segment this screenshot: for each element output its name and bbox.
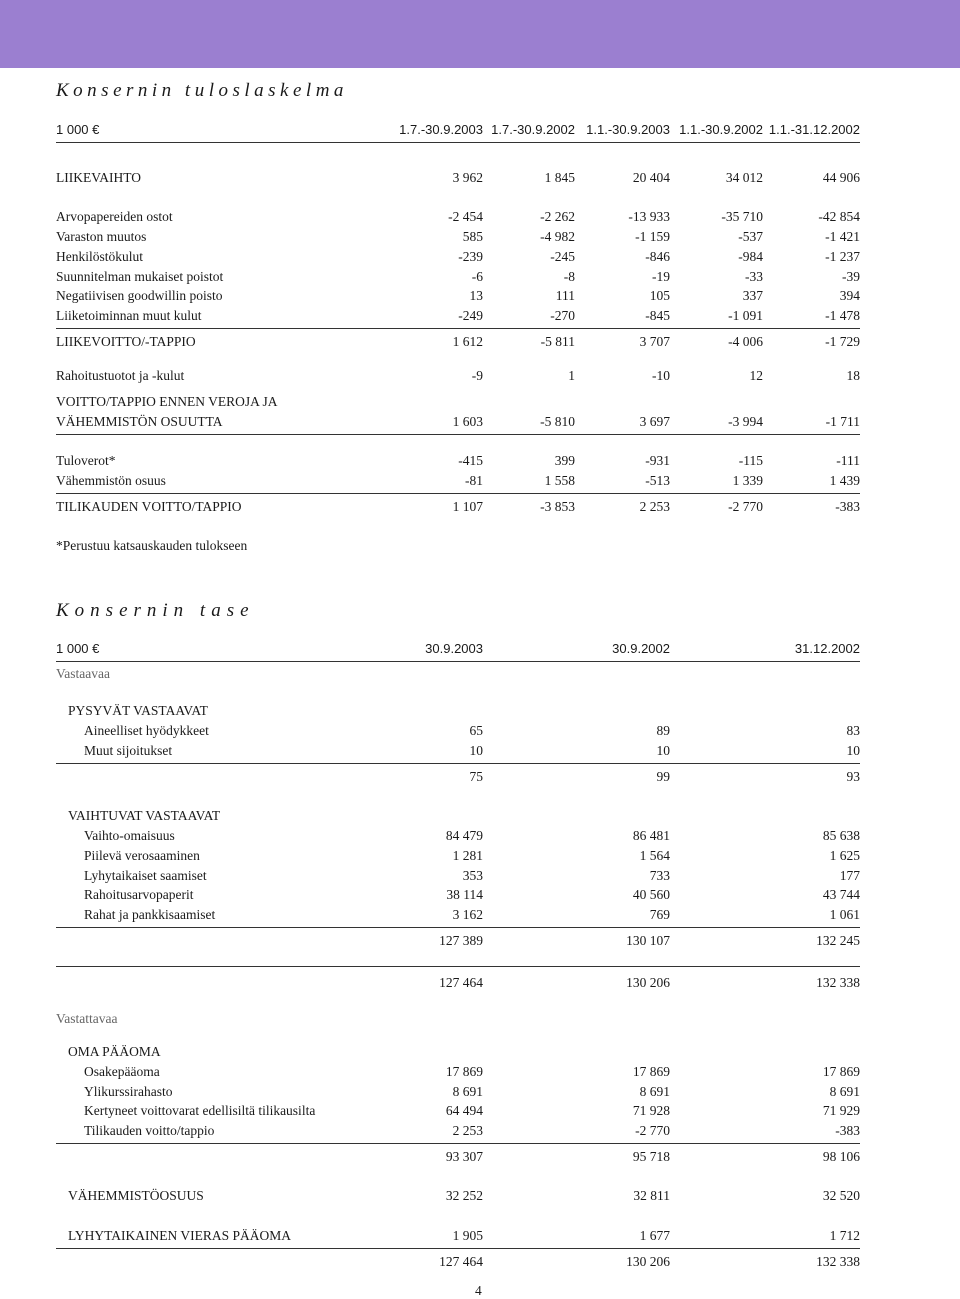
balance-row-value: 40 560 <box>632 887 670 902</box>
income-row-value: 1 439 <box>829 473 860 488</box>
income-col-header: 1.7.-30.9.2002 <box>491 122 575 137</box>
balance-row-value: 10 <box>846 743 860 758</box>
income-row-value: 1 339 <box>732 473 763 488</box>
balance-col-header: 30.9.2003 <box>425 641 483 656</box>
balance-row-value: 769 <box>649 907 670 922</box>
balance-row-value: 32 252 <box>445 1188 483 1203</box>
balance-row-label: Rahat ja pankkisaamiset <box>84 907 216 922</box>
income-row-value: -1 159 <box>635 229 670 244</box>
income-row <box>0 392 960 412</box>
income-row-value: -2 770 <box>728 499 763 514</box>
income-row-value: -115 <box>738 453 763 468</box>
balance-row-value: 353 <box>462 868 483 883</box>
balance-rule <box>56 927 860 928</box>
balance-header-rule <box>56 661 860 662</box>
income-row-value: -270 <box>550 308 575 323</box>
income-row-value: -1 091 <box>728 308 763 323</box>
income-row-value: 337 <box>742 288 763 303</box>
income-row <box>0 471 960 491</box>
balance-row-value: 85 638 <box>822 828 860 843</box>
income-row-value: 111 <box>555 288 575 303</box>
income-rule <box>56 493 860 494</box>
assets-section-label: Vastaavaa <box>56 666 110 681</box>
income-col-header: 1.1.-31.12.2002 <box>768 122 860 137</box>
income-row-value: -4 982 <box>540 229 575 244</box>
income-row-value: -415 <box>458 453 483 468</box>
income-row-label: Negatiivisen goodwillin poisto <box>56 288 223 303</box>
balance-row <box>0 1042 960 1062</box>
income-row-value: 13 <box>469 288 483 303</box>
balance-row <box>0 1082 960 1102</box>
income-row <box>0 267 960 287</box>
income-row-value: -845 <box>645 308 670 323</box>
income-row <box>0 286 960 306</box>
income-row-value: -33 <box>745 269 763 284</box>
balance-rule <box>56 763 860 764</box>
balance-row-label: OMA PÄÄOMA <box>68 1044 161 1059</box>
income-row-value: 3 962 <box>452 170 483 185</box>
balance-row-value: 71 928 <box>632 1103 670 1118</box>
balance-row-value: 10 <box>469 743 483 758</box>
balance-row-value: 130 107 <box>626 933 670 948</box>
income-row-value: -2 454 <box>448 209 483 224</box>
income-row-label: VOITTO/TAPPIO ENNEN VEROJA JA <box>56 394 278 409</box>
income-row-value: -1 729 <box>825 334 860 349</box>
balance-row-value: 130 206 <box>626 975 670 990</box>
income-row-value: 18 <box>846 368 860 383</box>
balance-row-value: 32 520 <box>822 1188 860 1203</box>
balance-row-value: 95 718 <box>632 1149 670 1164</box>
balance-row <box>0 1226 960 1246</box>
balance-row-value: 17 869 <box>445 1064 483 1079</box>
income-row-value: -513 <box>645 473 670 488</box>
balance-row-value: 8 691 <box>639 1084 670 1099</box>
income-row-value: 3 697 <box>639 414 670 429</box>
page-number: 4 <box>475 1283 482 1298</box>
income-row-value: -2 262 <box>540 209 575 224</box>
balance-row <box>0 1062 960 1082</box>
income-row-value: -5 811 <box>540 334 575 349</box>
income-col-header: 1.1.-30.9.2002 <box>679 122 763 137</box>
income-row-value: -5 810 <box>540 414 575 429</box>
liabilities-section-title <box>0 1009 960 1029</box>
income-row-label: TILIKAUDEN VOITTO/TAPPIO <box>56 499 242 514</box>
balance-row-value: 132 338 <box>816 975 860 990</box>
income-row <box>0 497 960 517</box>
income-row-value: -13 933 <box>628 209 670 224</box>
balance-row-value: 43 744 <box>822 887 860 902</box>
balance-row <box>0 721 960 741</box>
income-row-value: 2 253 <box>639 499 670 514</box>
balance-row <box>0 1186 960 1206</box>
balance-row-value: 8 691 <box>829 1084 860 1099</box>
balance-row-value: 64 494 <box>445 1103 483 1118</box>
income-row-value: 1 603 <box>452 414 483 429</box>
income-row-value: -1 421 <box>825 229 860 244</box>
income-row-value: -249 <box>458 308 483 323</box>
balance-row <box>0 866 960 886</box>
income-row <box>0 332 960 352</box>
income-row-value: -984 <box>738 249 763 264</box>
balance-row-value: 93 <box>846 769 860 784</box>
balance-rule <box>56 1248 860 1249</box>
income-row <box>0 451 960 471</box>
balance-row <box>0 826 960 846</box>
income-row <box>0 227 960 247</box>
income-row-label: LIIKEVAIHTO <box>56 170 141 185</box>
balance-row-value: 17 869 <box>822 1064 860 1079</box>
balance-row-value: 99 <box>656 769 670 784</box>
income-row-value: 12 <box>749 368 763 383</box>
balance-col-header: 31.12.2002 <box>794 641 860 656</box>
income-row-value: -42 854 <box>818 209 860 224</box>
income-row-value: 1 612 <box>452 334 483 349</box>
income-rule <box>56 328 860 329</box>
income-row-value: -3 994 <box>728 414 763 429</box>
balance-row-value: 86 481 <box>632 828 670 843</box>
balance-row <box>0 1101 960 1121</box>
income-row-value: -1 711 <box>825 414 860 429</box>
balance-row-value: 127 389 <box>439 933 483 948</box>
balance-row <box>0 741 960 761</box>
balance-row-label: PYSYVÄT VASTAAVAT <box>68 703 208 718</box>
income-row-value: 3 707 <box>639 334 670 349</box>
income-row-label: Arvopapereiden ostot <box>56 209 173 224</box>
income-row <box>0 247 960 267</box>
balance-row <box>0 1121 960 1141</box>
balance-row-label: VÄHEMMISTÖOSUUS <box>68 1188 204 1203</box>
income-row-value: 585 <box>462 229 483 244</box>
balance-row-label: VAIHTUVAT VASTAAVAT <box>68 808 221 823</box>
balance-row-value: 1 061 <box>829 907 860 922</box>
income-footnote: *Perustuu katsauskauden tulokseen <box>56 538 248 553</box>
income-row-value: -239 <box>458 249 483 264</box>
income-row-label: Liiketoiminnan muut kulut <box>56 308 202 323</box>
balance-row-value: 132 338 <box>816 1254 860 1269</box>
income-col-header: 1.7.-30.9.2003 <box>399 122 483 137</box>
income-statement-title: Konsernin tuloslaskelma <box>56 80 348 101</box>
balance-row-value: 98 106 <box>822 1149 860 1164</box>
income-row-label: Tuloverot* <box>56 453 116 468</box>
income-row-value: 399 <box>554 453 575 468</box>
balance-row-label: Aineelliset hyödykkeet <box>84 723 209 738</box>
balance-row <box>0 1147 960 1167</box>
balance-row-label: Piilevä verosaaminen <box>84 848 200 863</box>
balance-row <box>0 931 960 951</box>
income-row-value: -1 478 <box>825 308 860 323</box>
income-row-label: Henkilöstökulut <box>56 249 143 264</box>
balance-row <box>0 905 960 925</box>
income-row-label: Varaston muutos <box>56 229 147 244</box>
balance-row <box>0 701 960 721</box>
balance-row-value: 130 206 <box>626 1254 670 1269</box>
income-row-value: 1 107 <box>452 499 483 514</box>
balance-row-value: 3 162 <box>452 907 483 922</box>
income-row-value: -1 237 <box>825 249 860 264</box>
income-row <box>0 366 960 386</box>
income-row-label: Suunnitelman mukaiset poistot <box>56 269 224 284</box>
balance-row-value: 1 281 <box>452 848 483 863</box>
balance-unit: 1 000 € <box>56 641 100 656</box>
balance-row-label: Muut sijoitukset <box>84 743 173 758</box>
balance-sheet-title: Konsernin tase <box>56 600 255 621</box>
balance-row-value: -383 <box>835 1123 860 1138</box>
balance-row-value: 177 <box>839 868 860 883</box>
balance-row <box>0 846 960 866</box>
income-row-value: -9 <box>471 368 483 383</box>
income-row-value: -931 <box>645 453 670 468</box>
balance-row <box>0 767 960 787</box>
balance-row-value: 83 <box>846 723 860 738</box>
balance-row-value: 38 114 <box>446 887 483 902</box>
income-unit: 1 000 € <box>56 122 100 137</box>
balance-row-label: LYHYTAIKAINEN VIERAS PÄÄOMA <box>68 1228 292 1243</box>
income-row-label: Vähemmistön osuus <box>56 473 166 488</box>
balance-row-value: 75 <box>469 769 483 784</box>
balance-row-value: 8 691 <box>452 1084 483 1099</box>
income-row-value: -537 <box>738 229 763 244</box>
income-row-label: VÄHEMMISTÖN OSUUTTA <box>56 414 223 429</box>
balance-row <box>0 973 960 993</box>
income-row <box>0 207 960 227</box>
income-header-row <box>0 120 960 140</box>
balance-row-label: Vaihto-omaisuus <box>84 828 175 843</box>
income-row <box>0 306 960 326</box>
balance-row-value: 84 479 <box>445 828 483 843</box>
income-row-value: -10 <box>652 368 670 383</box>
income-row-value: 44 906 <box>822 170 860 185</box>
income-row-value: 394 <box>839 288 860 303</box>
liabilities-section-label: Vastattavaa <box>56 1011 118 1026</box>
income-row <box>0 412 960 432</box>
balance-row-value: 71 929 <box>822 1103 860 1118</box>
balance-row-value: -2 770 <box>635 1123 670 1138</box>
balance-header-row <box>0 639 960 659</box>
balance-row-value: 127 464 <box>439 1254 483 1269</box>
income-row-value: -111 <box>836 453 860 468</box>
income-row-value: -81 <box>465 473 483 488</box>
assets-section-title <box>0 664 960 684</box>
income-row-value: 1 845 <box>544 170 575 185</box>
income-row-value: 34 012 <box>725 170 763 185</box>
balance-row-label: Osakepääoma <box>84 1064 160 1079</box>
balance-row-label: Rahoitusarvopaperit <box>84 887 194 902</box>
balance-row-label: Ylikurssirahasto <box>84 1084 173 1099</box>
balance-row-value: 17 869 <box>632 1064 670 1079</box>
income-row-value: -383 <box>835 499 860 514</box>
balance-row-label: Kertyneet voittovarat edellisiltä tilikausilta <box>84 1103 316 1118</box>
balance-row-value: 93 307 <box>445 1149 483 1164</box>
balance-row-value: 2 253 <box>452 1123 483 1138</box>
balance-row-label: Tilikauden voitto/tappio <box>84 1123 215 1138</box>
income-rule <box>56 434 860 435</box>
balance-row-value: 1 905 <box>452 1228 483 1243</box>
income-row <box>0 168 960 188</box>
balance-row-value: 1 564 <box>639 848 670 863</box>
income-row-value: -35 710 <box>721 209 763 224</box>
balance-row-value: 127 464 <box>439 975 483 990</box>
income-row-value: -245 <box>550 249 575 264</box>
income-row-value: -846 <box>645 249 670 264</box>
income-row-value: -8 <box>563 269 575 284</box>
income-row-label: LIIKEVOITTO/-TAPPIO <box>56 334 196 349</box>
income-row-value: 20 404 <box>632 170 670 185</box>
balance-row-value: 1 712 <box>829 1228 860 1243</box>
income-row-value: 1 <box>568 368 575 383</box>
balance-rule <box>56 1143 860 1144</box>
income-header-rule <box>56 142 860 143</box>
header-banner <box>0 0 960 68</box>
balance-row-value: 32 811 <box>633 1188 670 1203</box>
balance-row <box>0 1252 960 1272</box>
balance-row-label: Lyhytaikaiset saamiset <box>84 868 207 883</box>
balance-row <box>0 885 960 905</box>
income-row-label: Rahoitustuotot ja -kulut <box>56 368 185 383</box>
balance-row-value: 733 <box>649 868 670 883</box>
balance-row <box>0 806 960 826</box>
income-col-header: 1.1.-30.9.2003 <box>586 122 670 137</box>
income-row-value: 105 <box>649 288 670 303</box>
income-row-value: -4 006 <box>728 334 763 349</box>
balance-col-header: 30.9.2002 <box>612 641 670 656</box>
balance-row-value: 1 677 <box>639 1228 670 1243</box>
balance-row-value: 1 625 <box>829 848 860 863</box>
balance-row-value: 10 <box>656 743 670 758</box>
balance-rule <box>56 966 860 967</box>
balance-row-value: 132 245 <box>816 933 860 948</box>
income-row-value: 1 558 <box>544 473 575 488</box>
income-row-value: -6 <box>471 269 483 284</box>
income-row-value: -19 <box>652 269 670 284</box>
income-row-value: -39 <box>842 269 860 284</box>
balance-row-value: 65 <box>469 723 483 738</box>
balance-row-value: 89 <box>656 723 670 738</box>
income-row-value: -3 853 <box>540 499 575 514</box>
